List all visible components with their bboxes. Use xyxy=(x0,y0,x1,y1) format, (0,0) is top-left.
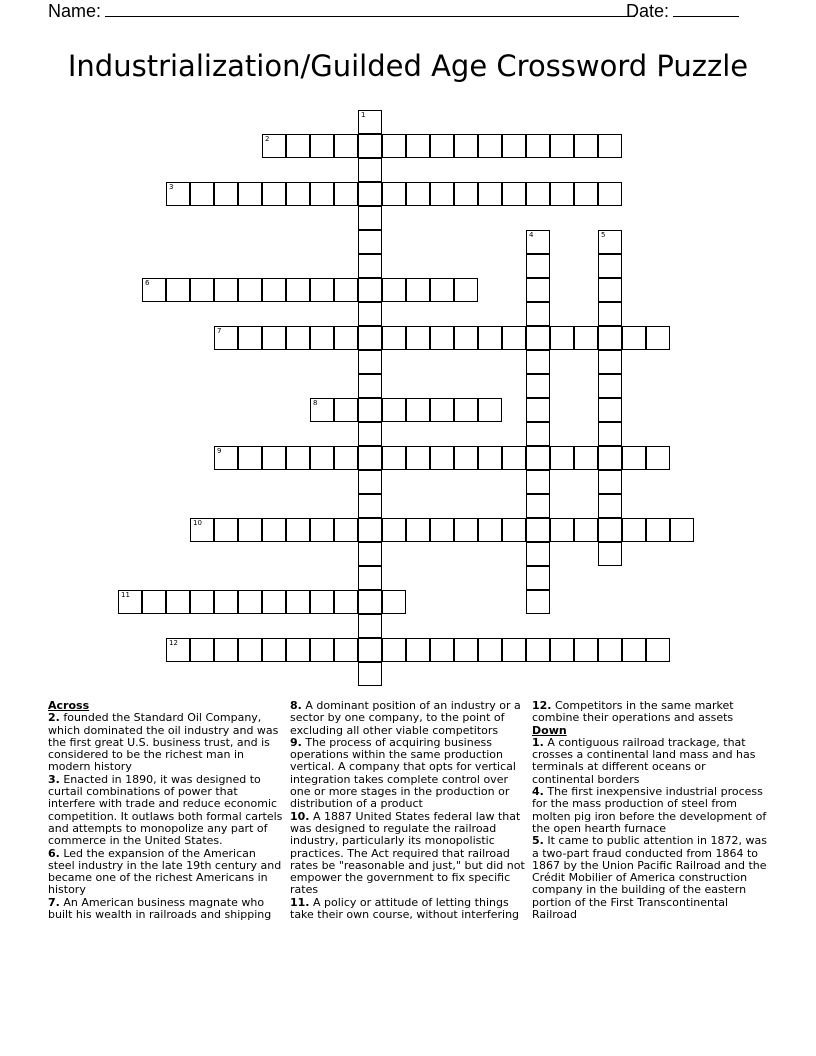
grid-cell[interactable] xyxy=(574,446,598,470)
grid-cell[interactable] xyxy=(310,182,334,206)
grid-cell[interactable] xyxy=(190,182,214,206)
grid-cell[interactable] xyxy=(526,278,550,302)
grid-cell[interactable] xyxy=(190,590,214,614)
grid-cell[interactable] xyxy=(166,278,190,302)
down-heading: Down xyxy=(532,723,567,737)
grid-cell[interactable] xyxy=(262,278,286,302)
grid-cell[interactable] xyxy=(526,518,550,542)
grid-cell[interactable] xyxy=(238,446,262,470)
grid-cell[interactable] xyxy=(238,278,262,302)
grid-cell[interactable] xyxy=(526,398,550,422)
cell-number: 6 xyxy=(145,279,150,287)
grid-cell[interactable] xyxy=(358,542,382,566)
grid-cell[interactable] xyxy=(598,374,622,398)
clue-number: 11. xyxy=(290,895,310,909)
grid-cell[interactable] xyxy=(598,326,622,350)
cell-number: 9 xyxy=(217,447,222,455)
grid-cell[interactable] xyxy=(310,278,334,302)
grid-cell[interactable] xyxy=(334,182,358,206)
grid-cell[interactable] xyxy=(286,134,310,158)
clue-down-4 xyxy=(532,786,768,835)
grid-cell[interactable] xyxy=(262,182,286,206)
grid-cell[interactable] xyxy=(286,590,310,614)
grid-cell[interactable] xyxy=(454,446,478,470)
grid-cell[interactable] xyxy=(598,518,622,542)
grid-cell[interactable] xyxy=(598,398,622,422)
grid-cell[interactable] xyxy=(598,446,622,470)
grid-cell[interactable] xyxy=(358,350,382,374)
clue-number: 12. xyxy=(532,699,552,712)
grid-cell[interactable] xyxy=(382,398,406,422)
grid-cell[interactable] xyxy=(358,278,382,302)
grid-cell[interactable] xyxy=(526,590,550,614)
grid-cell[interactable] xyxy=(478,398,502,422)
clue-text: A contiguous railroad trackage, that crosses a continental land mass and has terminals at different oceans or continental borders xyxy=(532,735,756,786)
grid-cell[interactable] xyxy=(358,158,382,182)
grid-cell[interactable] xyxy=(214,518,238,542)
grid-cell[interactable] xyxy=(598,254,622,278)
grid-cell[interactable] xyxy=(334,134,358,158)
clue-number: 3. xyxy=(48,772,60,786)
clue-number: 2. xyxy=(48,711,60,725)
grid-cell[interactable] xyxy=(358,614,382,638)
clues-column-3 xyxy=(532,700,768,921)
grid-cell[interactable] xyxy=(526,494,550,518)
clue-across-7 xyxy=(48,897,283,922)
grid-cell[interactable] xyxy=(478,518,502,542)
cell-number: 10 xyxy=(193,519,202,527)
grid-cell[interactable] xyxy=(550,326,574,350)
grid-cell[interactable] xyxy=(526,542,550,566)
grid-cell[interactable] xyxy=(118,590,142,614)
grid-cell[interactable] xyxy=(406,134,430,158)
grid-cell[interactable] xyxy=(478,638,502,662)
grid-cell[interactable] xyxy=(358,134,382,158)
clue-text: A policy or attitude of letting things take their own course, without interfering xyxy=(290,895,520,922)
clue-across-8 xyxy=(290,700,525,737)
grid-cell[interactable] xyxy=(526,374,550,398)
grid-cell[interactable] xyxy=(238,182,262,206)
grid-cell[interactable] xyxy=(478,326,502,350)
clue-number: 7. xyxy=(48,895,60,909)
clues-column-1 xyxy=(48,700,283,921)
clue-number: 6. xyxy=(48,846,60,860)
grid-cell[interactable] xyxy=(382,182,406,206)
grid-cell[interactable] xyxy=(310,638,334,662)
grid-cell[interactable] xyxy=(262,590,286,614)
grid-cell[interactable] xyxy=(382,446,406,470)
grid-cell[interactable] xyxy=(334,518,358,542)
grid-cell[interactable] xyxy=(430,134,454,158)
grid-cell[interactable] xyxy=(574,134,598,158)
grid-cell[interactable] xyxy=(406,518,430,542)
clue-text: A 1887 United States federal law that was designed to regulate the railroad industry, particularly its monopolistic practices. The Act required that railroad rates be "reasonable and just," but did not empower the government to fix specific rates xyxy=(290,809,525,897)
grid-cell[interactable] xyxy=(382,326,406,350)
grid-cell[interactable] xyxy=(334,446,358,470)
grid-cell[interactable] xyxy=(478,446,502,470)
grid-cell[interactable] xyxy=(598,278,622,302)
clue-across-6 xyxy=(48,848,283,897)
grid-cell[interactable] xyxy=(598,182,622,206)
grid-cell[interactable] xyxy=(190,638,214,662)
cell-number: 3 xyxy=(169,183,174,191)
clue-down-5 xyxy=(532,835,768,921)
grid-cell[interactable] xyxy=(286,446,310,470)
grid-cell[interactable] xyxy=(454,278,478,302)
grid-cell[interactable] xyxy=(646,518,670,542)
grid-cell[interactable] xyxy=(238,638,262,662)
clue-text: An American business magnate who built his wealth in railroads and shipping xyxy=(48,895,272,922)
clue-text: A dominant position of an industry or a sector by one company, to the point of excluding all other viable competitors xyxy=(290,699,521,737)
grid-cell[interactable] xyxy=(358,110,382,134)
grid-cell[interactable] xyxy=(406,182,430,206)
grid-cell[interactable] xyxy=(358,470,382,494)
grid-cell[interactable] xyxy=(334,278,358,302)
clue-number: 1. xyxy=(532,735,544,749)
grid-cell[interactable] xyxy=(502,182,526,206)
cell-number: 12 xyxy=(169,639,178,647)
grid-cell[interactable] xyxy=(598,230,622,254)
clues-column-2 xyxy=(290,700,525,921)
grid-cell[interactable] xyxy=(526,422,550,446)
grid-cell[interactable] xyxy=(358,494,382,518)
grid-cell[interactable] xyxy=(622,326,646,350)
clue-across-10 xyxy=(290,811,525,897)
grid-cell[interactable] xyxy=(358,422,382,446)
clue-text: Led the expansion of the American steel industry in the late 19th century and became one of the richest Americans in history xyxy=(48,846,282,897)
clue-across-9 xyxy=(290,737,525,811)
clue-number: 5. xyxy=(532,834,544,848)
grid-cell[interactable] xyxy=(526,446,550,470)
grid-cell[interactable] xyxy=(550,638,574,662)
clue-text: The process of acquiring business operations within the same production vertical. A company that opts for vertical integration takes complete control over one or more stages in the production or distribution of a product xyxy=(290,735,516,811)
grid-cell[interactable] xyxy=(310,134,334,158)
grid-cell[interactable] xyxy=(502,518,526,542)
grid-cell[interactable] xyxy=(358,206,382,230)
name-label: Name: xyxy=(48,1,102,21)
clue-number: 4. xyxy=(532,785,544,799)
clue-text: It came to public attention in 1872, was a two-part fraud conducted from 1864 to 1867 by the Union Pacific Railroad and the Crédit Mobilier of America construction company in the building of the eastern portion of the First Transcontinental Railroad xyxy=(532,834,767,922)
grid-cell[interactable] xyxy=(142,278,166,302)
grid-cell[interactable] xyxy=(478,134,502,158)
grid-cell[interactable] xyxy=(550,182,574,206)
grid-cell[interactable] xyxy=(598,542,622,566)
grid-cell[interactable] xyxy=(310,590,334,614)
grid-cell[interactable] xyxy=(526,302,550,326)
grid-cell[interactable] xyxy=(358,446,382,470)
grid-cell[interactable] xyxy=(454,326,478,350)
grid-cell[interactable] xyxy=(430,446,454,470)
puzzle-title: Industrialization/Guilded Age Crossword Puzzle xyxy=(67,49,749,83)
grid-cell[interactable] xyxy=(526,230,550,254)
across-heading: Across xyxy=(48,699,90,712)
grid-cell[interactable] xyxy=(358,230,382,254)
clue-across-12 xyxy=(532,700,768,725)
grid-cell[interactable] xyxy=(358,182,382,206)
grid-cell[interactable] xyxy=(598,134,622,158)
grid-cell[interactable] xyxy=(526,134,550,158)
grid-cell[interactable] xyxy=(382,134,406,158)
grid-cell[interactable] xyxy=(238,326,262,350)
grid-cell[interactable] xyxy=(286,638,310,662)
grid-cell[interactable] xyxy=(382,590,406,614)
clue-text: Competitors in the same market combine their operations and assets xyxy=(532,699,734,725)
grid-cell[interactable] xyxy=(526,326,550,350)
grid-cell[interactable] xyxy=(358,518,382,542)
grid-cell[interactable] xyxy=(574,182,598,206)
grid-cell[interactable] xyxy=(334,638,358,662)
grid-cell[interactable] xyxy=(406,278,430,302)
grid-cell[interactable] xyxy=(502,134,526,158)
cell-number: 2 xyxy=(265,135,270,143)
grid-cell[interactable] xyxy=(406,398,430,422)
grid-cell[interactable] xyxy=(286,182,310,206)
clue-number: 10. xyxy=(290,809,310,823)
grid-cell[interactable] xyxy=(358,662,382,686)
clue-text: founded the Standard Oil Company, which dominated the oil industry and was the first great U.S. business trust, and is considered to be the richest man in modern history xyxy=(48,711,279,774)
grid-cell[interactable] xyxy=(358,254,382,278)
grid-cell[interactable] xyxy=(334,398,358,422)
grid-cell[interactable] xyxy=(598,422,622,446)
grid-cell[interactable] xyxy=(310,326,334,350)
grid-cell[interactable] xyxy=(214,590,238,614)
grid-cell[interactable] xyxy=(550,446,574,470)
grid-cell[interactable] xyxy=(574,326,598,350)
grid-cell[interactable] xyxy=(358,398,382,422)
grid-cell[interactable] xyxy=(598,494,622,518)
grid-cell[interactable] xyxy=(214,182,238,206)
cell-number: 4 xyxy=(529,231,534,239)
clue-text: The first inexpensive industrial process for the mass production of steel from molten pig iron before the development of the open hearth furnace xyxy=(532,785,767,835)
cell-number: 11 xyxy=(121,591,130,599)
grid-cell[interactable] xyxy=(382,518,406,542)
grid-cell[interactable] xyxy=(622,638,646,662)
grid-cell[interactable] xyxy=(358,326,382,350)
grid-cell[interactable] xyxy=(598,638,622,662)
grid-cell[interactable] xyxy=(358,302,382,326)
grid-cell[interactable] xyxy=(454,638,478,662)
grid-cell[interactable] xyxy=(286,518,310,542)
grid-cell[interactable] xyxy=(526,470,550,494)
grid-cell[interactable] xyxy=(358,638,382,662)
clue-number: 8. xyxy=(290,699,302,712)
grid-cell[interactable] xyxy=(382,638,406,662)
grid-cell[interactable] xyxy=(646,326,670,350)
grid-cell[interactable] xyxy=(358,374,382,398)
grid-cell[interactable] xyxy=(526,350,550,374)
grid-cell[interactable] xyxy=(526,566,550,590)
grid-cell[interactable] xyxy=(454,518,478,542)
grid-cell[interactable] xyxy=(550,518,574,542)
grid-cell[interactable] xyxy=(622,518,646,542)
grid-cell[interactable] xyxy=(262,638,286,662)
grid-cell[interactable] xyxy=(526,254,550,278)
grid-cell[interactable] xyxy=(262,134,286,158)
grid-cell[interactable] xyxy=(454,398,478,422)
grid-cell[interactable] xyxy=(214,278,238,302)
grid-cell[interactable] xyxy=(166,590,190,614)
grid-cell[interactable] xyxy=(454,182,478,206)
grid-cell[interactable] xyxy=(550,134,574,158)
clue-across-3 xyxy=(48,774,283,848)
grid-cell[interactable] xyxy=(310,446,334,470)
grid-cell[interactable] xyxy=(430,398,454,422)
grid-cell[interactable] xyxy=(574,518,598,542)
grid-cell[interactable] xyxy=(286,326,310,350)
grid-cell[interactable] xyxy=(406,446,430,470)
grid-cell[interactable] xyxy=(382,278,406,302)
grid-cell[interactable] xyxy=(334,590,358,614)
grid-cell[interactable] xyxy=(214,446,238,470)
grid-cell[interactable] xyxy=(406,326,430,350)
clue-across-11 xyxy=(290,897,525,922)
grid-cell[interactable] xyxy=(190,518,214,542)
grid-cell[interactable] xyxy=(646,446,670,470)
clue-text: Enacted in 1890, it was designed to curtail combinations of power that interfere with trade and reduce economic competition. It outlaws both formal cartels and attempts to monopolize any part of commerce in the United States. xyxy=(48,772,283,848)
grid-cell[interactable] xyxy=(358,590,382,614)
grid-cell[interactable] xyxy=(406,638,430,662)
grid-cell[interactable] xyxy=(238,518,262,542)
grid-cell[interactable] xyxy=(190,278,214,302)
grid-cell[interactable] xyxy=(454,134,478,158)
cell-number: 7 xyxy=(217,327,222,335)
grid-cell[interactable] xyxy=(238,590,262,614)
grid-cell[interactable] xyxy=(598,470,622,494)
grid-cell[interactable] xyxy=(430,182,454,206)
grid-cell[interactable] xyxy=(478,182,502,206)
grid-cell[interactable] xyxy=(670,518,694,542)
grid-cell[interactable] xyxy=(358,566,382,590)
grid-cell[interactable] xyxy=(430,518,454,542)
grid-cell[interactable] xyxy=(526,638,550,662)
grid-cell[interactable] xyxy=(334,326,358,350)
grid-cell[interactable] xyxy=(166,182,190,206)
grid-cell[interactable] xyxy=(286,278,310,302)
grid-cell[interactable] xyxy=(214,326,238,350)
grid-cell[interactable] xyxy=(430,638,454,662)
grid-cell[interactable] xyxy=(262,326,286,350)
grid-cell[interactable] xyxy=(430,278,454,302)
grid-cell[interactable] xyxy=(502,446,526,470)
grid-cell[interactable] xyxy=(262,518,286,542)
clue-across-2 xyxy=(48,712,283,773)
grid-cell[interactable] xyxy=(502,326,526,350)
grid-cell[interactable] xyxy=(430,326,454,350)
clue-down-1 xyxy=(532,737,768,786)
grid-cell[interactable] xyxy=(646,638,670,662)
grid-cell[interactable] xyxy=(502,638,526,662)
date-label: Date: xyxy=(626,1,670,21)
grid-cell[interactable] xyxy=(622,446,646,470)
grid-cell[interactable] xyxy=(262,446,286,470)
clue-number: 9. xyxy=(290,735,302,749)
grid-cell[interactable] xyxy=(574,638,598,662)
cell-number: 1 xyxy=(361,111,366,119)
grid-cell[interactable] xyxy=(214,638,238,662)
grid-cell[interactable] xyxy=(526,182,550,206)
grid-cell[interactable] xyxy=(598,350,622,374)
cell-number: 5 xyxy=(601,231,606,239)
grid-cell[interactable] xyxy=(310,398,334,422)
grid-cell[interactable] xyxy=(142,590,166,614)
grid-cell[interactable] xyxy=(598,302,622,326)
grid-cell[interactable] xyxy=(166,638,190,662)
grid-cell[interactable] xyxy=(310,518,334,542)
cell-number: 8 xyxy=(313,399,318,407)
